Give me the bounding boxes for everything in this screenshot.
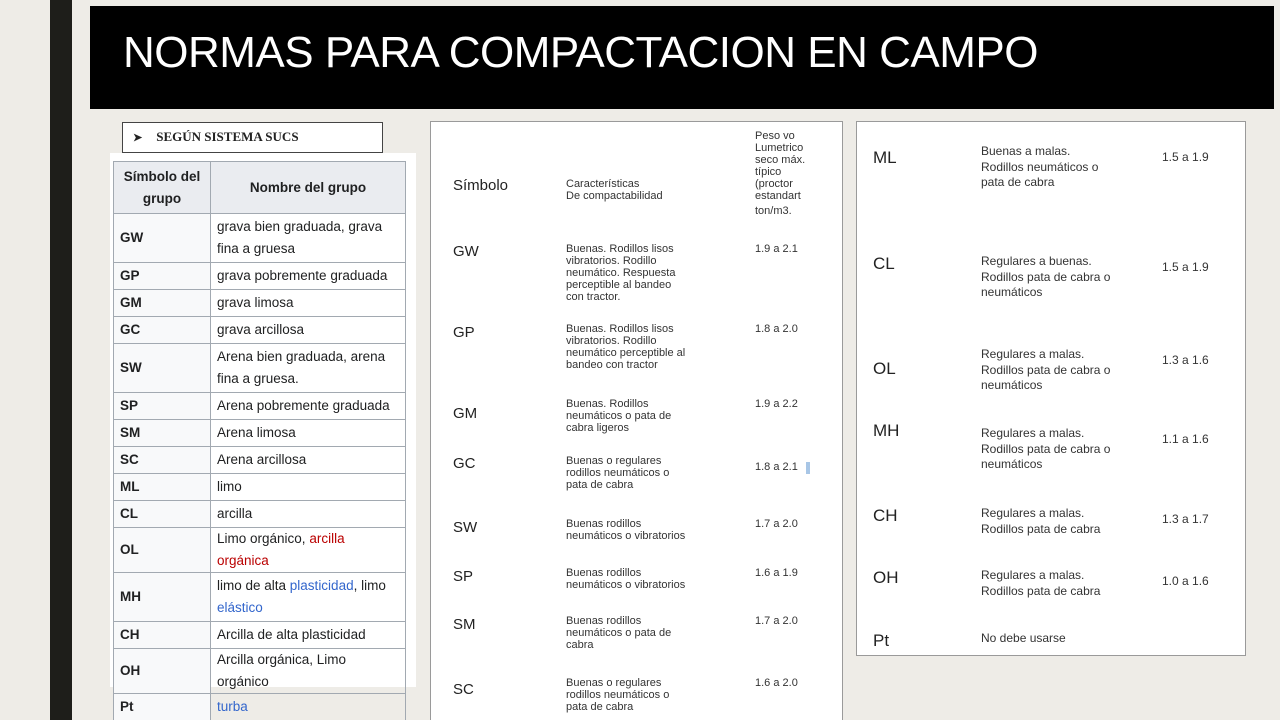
group-name: grava bien graduada, grava fina a gruesa (211, 214, 406, 263)
compaction-symbol-line: Pt (873, 631, 890, 650)
page-title: NORMAS PARA COMPACTACION EN CAMPO (123, 28, 1038, 77)
compaction-characteristics-line: cabra (566, 639, 594, 651)
compaction-symbol-line: MH (873, 421, 900, 440)
compaction-symbol (453, 455, 476, 472)
table-row (114, 474, 406, 501)
table-row (114, 528, 406, 573)
compaction-weight-line: 1.1 a 1.6 (1162, 432, 1209, 446)
compaction-symbol (873, 506, 898, 526)
compaction-weight-line: 1.8 a 2.1 (755, 461, 798, 473)
compaction-weight-line: 1.5 a 1.9 (1162, 260, 1209, 274)
compaction-characteristics-line: Buenas. Rodillos lisos (566, 323, 674, 335)
compaction-characteristics-line: Rodillos pata de cabra (981, 583, 1101, 598)
group-symbol: CH (114, 622, 211, 649)
compaction-characteristics-line: Buenas o regulares (566, 677, 662, 689)
header-line: seco máx. (755, 154, 806, 166)
group-symbol: SM (114, 420, 211, 447)
compaction-characteristics-line: pata de cabra (566, 701, 634, 713)
compaction-characteristics (566, 398, 746, 434)
table-row (114, 447, 406, 474)
compaction-characteristics-line: pata de cabra (981, 175, 1055, 189)
group-name: Arcilla orgánica, Limo orgánico (211, 649, 406, 694)
compaction-symbol (873, 421, 899, 441)
compaction-weight-line: 1.3 a 1.7 (1162, 512, 1209, 526)
header-line: Peso vo (755, 130, 795, 142)
compaction-characteristics-line: neumáticos o vibratorios (566, 579, 686, 591)
compaction-characteristics-line: neumáticos o pata de (566, 627, 672, 639)
group-symbol: OH (114, 649, 211, 694)
group-symbol: GP (114, 263, 211, 290)
compaction-characteristics-line: perceptible al bandeo (566, 279, 672, 291)
group-symbol: GW (114, 214, 211, 263)
name-text: , limo (353, 578, 386, 593)
group-symbol: SW (114, 344, 211, 393)
compaction-characteristics-line: Buenas a malas. (981, 144, 1071, 158)
compaction-symbol-line: SC (453, 681, 474, 698)
compaction-symbol-line: CH (873, 506, 898, 525)
group-symbol: GM (114, 290, 211, 317)
table-row (114, 317, 406, 344)
header-symbol: Símbolo del grupo (114, 162, 211, 214)
compaction-weight-line: 1.5 a 1.9 (1162, 150, 1209, 164)
name-text: limo de alta (217, 578, 290, 593)
table-row (114, 290, 406, 317)
compaction-weight-line: 1.3 a 1.6 (1162, 353, 1209, 367)
title-banner (90, 6, 1274, 109)
compaction-characteristics-line: Regulares a buenas. (981, 254, 1092, 268)
compaction-symbol (453, 681, 474, 698)
table-row (114, 694, 406, 720)
link-plasticidad[interactable]: plasticidad (289, 578, 354, 593)
compaction-characteristics-line: neumáticos (981, 378, 1043, 392)
compaction-weight (755, 677, 798, 689)
compaction-weight (1162, 260, 1209, 274)
table-row (114, 649, 406, 694)
compaction-weight (755, 615, 798, 627)
compaction-weight (755, 243, 798, 255)
compaction-characteristics-line: No debe usarse (981, 631, 1066, 645)
compaction-characteristics-line: Regulares a malas. (981, 506, 1085, 520)
group-name: Arena arcillosa (211, 447, 406, 474)
compaction-characteristics-line: Rodillos pata de cabra (981, 521, 1101, 536)
compaction-characteristics-line: Regulares a malas. (981, 347, 1085, 361)
compaction-characteristics (566, 243, 746, 303)
table-row (114, 393, 406, 420)
group-table (113, 161, 406, 720)
compaction-characteristics-line: vibratorios. Rodillo (566, 255, 657, 267)
compaction-characteristics-line: cabra ligeros (566, 422, 629, 434)
group-name (211, 528, 406, 573)
compaction-characteristics-line: Buenas. Rodillos lisos (566, 243, 674, 255)
compaction-characteristics (981, 144, 1151, 191)
compaction-weight (755, 567, 798, 579)
compaction-weight-line: 1.7 a 2.0 (755, 518, 798, 530)
compaction-characteristics-line: bandeo con tractor (566, 359, 658, 371)
group-name: Arena pobremente graduada (211, 393, 406, 420)
header-characteristics (566, 178, 663, 202)
compaction-characteristics-line: neumáticos o vibratorios (566, 530, 686, 542)
compaction-characteristics (566, 455, 746, 491)
compaction-symbol (873, 359, 896, 379)
subtitle-box (122, 122, 383, 153)
compaction-symbol (453, 519, 477, 536)
compaction-symbol-line: SP (453, 568, 474, 585)
compaction-symbol (453, 405, 477, 422)
header-line: ton/m3. (755, 205, 792, 217)
table-row (114, 263, 406, 290)
compaction-characteristics-line: Regulares a malas. (981, 426, 1085, 440)
compaction-symbol-line: ML (873, 148, 897, 167)
compaction-weight-line: 1.0 a 1.6 (1162, 574, 1209, 588)
compaction-characteristics-line: Buenas o regulares (566, 455, 662, 467)
compaction-symbol (873, 631, 889, 651)
compaction-characteristics (981, 631, 1151, 647)
table-row (114, 420, 406, 447)
compaction-symbol (453, 243, 479, 260)
compaction-characteristics-line: Rodillos pata de cabra o (981, 362, 1111, 377)
subtitle-text: SEGÚN SISTEMA SUCS (156, 129, 299, 144)
header-weight (755, 130, 805, 217)
compaction-characteristics (566, 518, 746, 542)
compaction-symbol-line: GW (453, 243, 479, 260)
arrow-bullet-icon: ➤ (133, 132, 143, 144)
compaction-weight (1162, 574, 1209, 588)
compaction-symbol-line: OH (873, 568, 899, 587)
compaction-symbol (873, 254, 895, 274)
group-symbol: ML (114, 474, 211, 501)
compaction-symbol (873, 568, 899, 588)
compaction-characteristics (981, 506, 1151, 537)
header-line: típico (755, 166, 782, 178)
compaction-characteristics-line: neumáticos (981, 457, 1043, 471)
group-name: grava pobremente graduada (211, 263, 406, 290)
compaction-symbol-line: GM (453, 405, 478, 422)
table-row (114, 344, 406, 393)
link-turba[interactable]: turba (211, 694, 406, 720)
header-line: De compactabilidad (566, 190, 663, 202)
compaction-characteristics-line: neumático. Respuesta (566, 267, 676, 279)
compaction-weight (1162, 353, 1209, 367)
table-row (114, 214, 406, 263)
group-name: arcilla (211, 501, 406, 528)
header-line: Lumetrico (755, 142, 804, 154)
group-name (211, 573, 406, 622)
header-symbol: Símbolo (453, 177, 509, 194)
group-symbol: Pt (114, 694, 211, 720)
compaction-characteristics (981, 568, 1151, 599)
compaction-characteristics-line: Regulares a malas. (981, 568, 1085, 582)
compaction-characteristics (566, 677, 746, 713)
group-name: Arena bien graduada, arena fina a gruesa. (211, 344, 406, 393)
compaction-characteristics-line: Buenas. Rodillos (566, 398, 649, 410)
compaction-weight (755, 323, 798, 335)
redlink-arcilla-organica[interactable]: arcilla orgánica (217, 531, 345, 568)
compaction-symbol-line: GP (453, 324, 475, 341)
compaction-symbol (873, 148, 897, 168)
group-symbol: MH (114, 573, 211, 622)
compaction-characteristics-line: Buenas rodillos (566, 567, 642, 579)
header-line: Características (566, 178, 640, 190)
compaction-symbol-line: OL (873, 359, 896, 378)
compaction-symbol (453, 568, 473, 585)
group-name: grava limosa (211, 290, 406, 317)
compaction-weight (755, 461, 798, 473)
compaction-weight-line: 1.6 a 1.9 (755, 567, 798, 579)
compaction-symbol-line: CL (873, 254, 895, 273)
selection-marker (806, 462, 810, 474)
compaction-characteristics (566, 615, 746, 651)
compaction-characteristics (566, 323, 746, 371)
compaction-characteristics-line: con tractor. (566, 291, 621, 303)
table-row (114, 622, 406, 649)
compaction-weight (1162, 432, 1209, 446)
group-symbol: SC (114, 447, 211, 474)
table-row (114, 573, 406, 622)
compaction-characteristics (981, 347, 1151, 394)
link-elastico[interactable]: elástico (217, 600, 263, 615)
table-row (114, 501, 406, 528)
compaction-weight-line: 1.6 a 2.0 (755, 677, 798, 689)
compaction-characteristics-line: pata de cabra (566, 479, 634, 491)
group-symbol: GC (114, 317, 211, 344)
compaction-characteristics-line: Rodillos pata de cabra o (981, 441, 1111, 456)
compaction-weight (755, 398, 798, 410)
compaction-weight (1162, 150, 1209, 164)
compaction-characteristics (981, 254, 1151, 301)
compaction-characteristics-line: Buenas rodillos (566, 615, 642, 627)
compaction-weight (1162, 512, 1209, 526)
group-symbol: CL (114, 501, 211, 528)
compaction-characteristics-line: Rodillos pata de cabra o (981, 269, 1111, 284)
header-line: (proctor (755, 178, 793, 190)
group-name: Arcilla de alta plasticidad (211, 622, 406, 649)
compaction-weight-line: 1.7 a 2.0 (755, 615, 798, 627)
compaction-symbol (453, 324, 475, 341)
compaction-weight-line: 1.8 a 2.0 (755, 323, 798, 335)
group-symbol: OL (114, 528, 211, 573)
compaction-characteristics-line: Rodillos neumáticos o (981, 159, 1099, 174)
compaction-characteristics (566, 567, 746, 591)
compaction-characteristics-line: vibratorios. Rodillo (566, 335, 657, 347)
compaction-characteristics (981, 426, 1151, 473)
compaction-characteristics-line: Buenas rodillos (566, 518, 642, 530)
compaction-characteristics-line: neumáticos o pata de (566, 410, 672, 422)
compaction-characteristics-line: neumático perceptible al (566, 347, 686, 359)
compaction-weight-line: 1.9 a 2.2 (755, 398, 798, 410)
compaction-characteristics-line: neumáticos (981, 285, 1043, 299)
group-symbol: SP (114, 393, 211, 420)
header-line: estandart (755, 190, 801, 202)
group-name: grava arcillosa (211, 317, 406, 344)
left-accent-bar (50, 0, 72, 720)
group-name: limo (211, 474, 406, 501)
group-table-panel (110, 153, 416, 714)
header-name: Nombre del grupo (211, 162, 406, 214)
group-name: Arena limosa (211, 420, 406, 447)
compaction-symbol (453, 616, 476, 633)
compaction-symbol-line: GC (453, 455, 476, 472)
compaction-weight-line: 1.9 a 2.1 (755, 243, 798, 255)
compaction-weight (755, 518, 798, 530)
compaction-symbol-line: SM (453, 616, 476, 633)
compaction-characteristics-line: rodillos neumáticos o (566, 689, 670, 701)
name-text: Limo orgánico, (217, 531, 310, 546)
compaction-symbol-line: SW (453, 519, 478, 536)
compaction-characteristics-line: rodillos neumáticos o (566, 467, 670, 479)
